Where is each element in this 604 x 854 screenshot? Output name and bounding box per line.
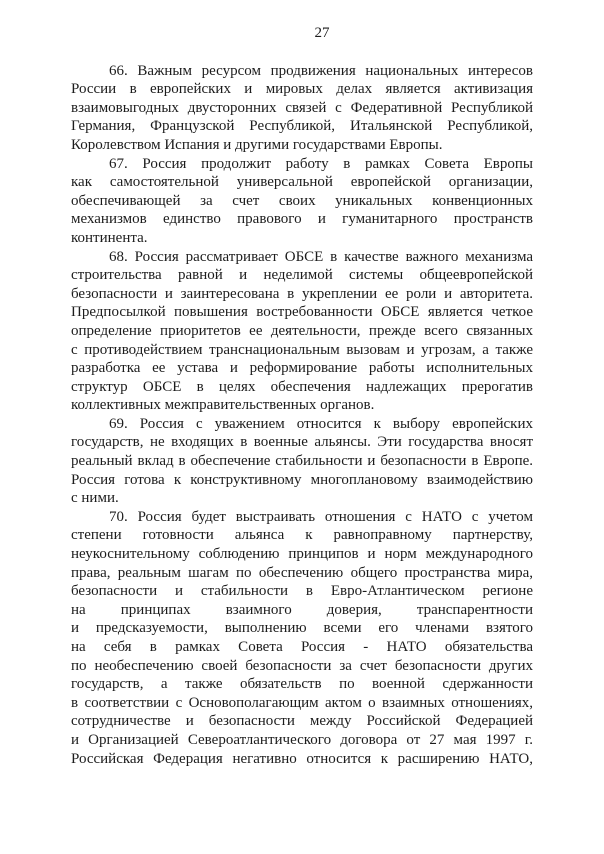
text-line: 69. Россия с уважением относится к выбору европейских (109, 415, 533, 432)
text-line: и предсказуемости, выполнению всеми его членами взятого (71, 620, 533, 637)
text-line: Королевством Испания и другими государствами Европы. (71, 136, 443, 153)
text-line: обеспечивающей за счет своих уникальных конвенционных (71, 192, 533, 209)
text-line: безопасности и заинтересована в укреплении ее роли и авторитета. (71, 285, 533, 302)
text-line: России в европейских и мировых делах является активизация (71, 81, 533, 98)
text-line: коллективных межправительственных органов. (71, 397, 375, 414)
text-line: в соответствии с Основополагающим актом о взаимных отношениях, (71, 694, 533, 711)
text-line: континента. (71, 229, 148, 246)
text-line: Российская Федерация негативно относится к расширению НАТО, (71, 750, 533, 767)
text-line: на принципах взаимного доверия, транспарентности (71, 601, 533, 618)
paragraph-67 (71, 155, 533, 248)
text-line: степени готовности альянса к равноправному партнерству, (71, 527, 533, 544)
text-line: строительства равной и неделимой системы общеевропейской (71, 267, 533, 284)
text-line: Германия, Французской Республикой, Итальянской Республикой, (71, 118, 533, 135)
text-line: с противодействием транснациональным вызовам и угрозам, а также (71, 341, 533, 358)
text-line: взаимовыгодных двусторонних связей с Федеративной Республикой (71, 99, 533, 116)
text-line: на себя в рамках Совета Россия - НАТО обязательства (71, 639, 533, 655)
text-line: государств, а также обязательств по военной сдержанности (71, 676, 533, 693)
text-block (71, 62, 533, 769)
text-line: сотрудничестве и безопасности между Российской Федерацией (71, 713, 533, 730)
text-line: 68. Россия рассматривает ОБСЕ в качестве важного механизма (109, 248, 533, 265)
text-line: с ними. (71, 490, 119, 507)
text-line: 70. Россия будет выстраивать отношения с НАТО с учетом (109, 508, 533, 525)
text-line: разработка ее устава и реформирование работы исполнительных (71, 360, 533, 377)
text-line: структур ОБСЕ в целях обеспечения надлежащих прерогатив (71, 378, 533, 395)
text-line: как самостоятельной универсальной европейской организации, (71, 174, 533, 191)
text-line: и Организацией Североатлантического договора от 27 мая 1997 г. (71, 731, 533, 748)
text-line: Россия готова к конструктивному многоплановому взаимодействию (71, 471, 533, 488)
text-line: по необеспечению своей безопасности за счет безопасности других (71, 657, 533, 674)
paragraph-70 (71, 508, 533, 768)
paragraph-66 (71, 62, 533, 155)
text-line: Предпосылкой повышения востребованности ОБСЕ является четкое (71, 304, 533, 321)
text-line: 66. Важным ресурсом продвижения национальных интересов (109, 62, 533, 79)
text-line: неукоснительному соблюдению принципов и норм международного (71, 546, 533, 563)
text-line: реальный вклад в обеспечение стабильности и безопасности в Европе. (71, 453, 533, 470)
page-number: 27 (314, 25, 330, 41)
text-line: механизмов единство правового и гуманитарного пространств (71, 211, 533, 228)
text-line: права, реальным шагам по обеспечению общего пространства мира, (71, 564, 533, 581)
paragraph-68 (71, 248, 533, 415)
text-line: безопасности и стабильности в Евро-Атлантическом регионе (71, 583, 533, 600)
paragraph-69 (71, 415, 533, 508)
text-line: определение приоритетов ее деятельности, прежде всего связанных (71, 322, 533, 339)
text-line: государств, не входящих в военные альянсы. Эти государства вносят (71, 434, 533, 451)
text-line: 67. Россия продолжит работу в рамках Совета Европы (109, 155, 533, 172)
